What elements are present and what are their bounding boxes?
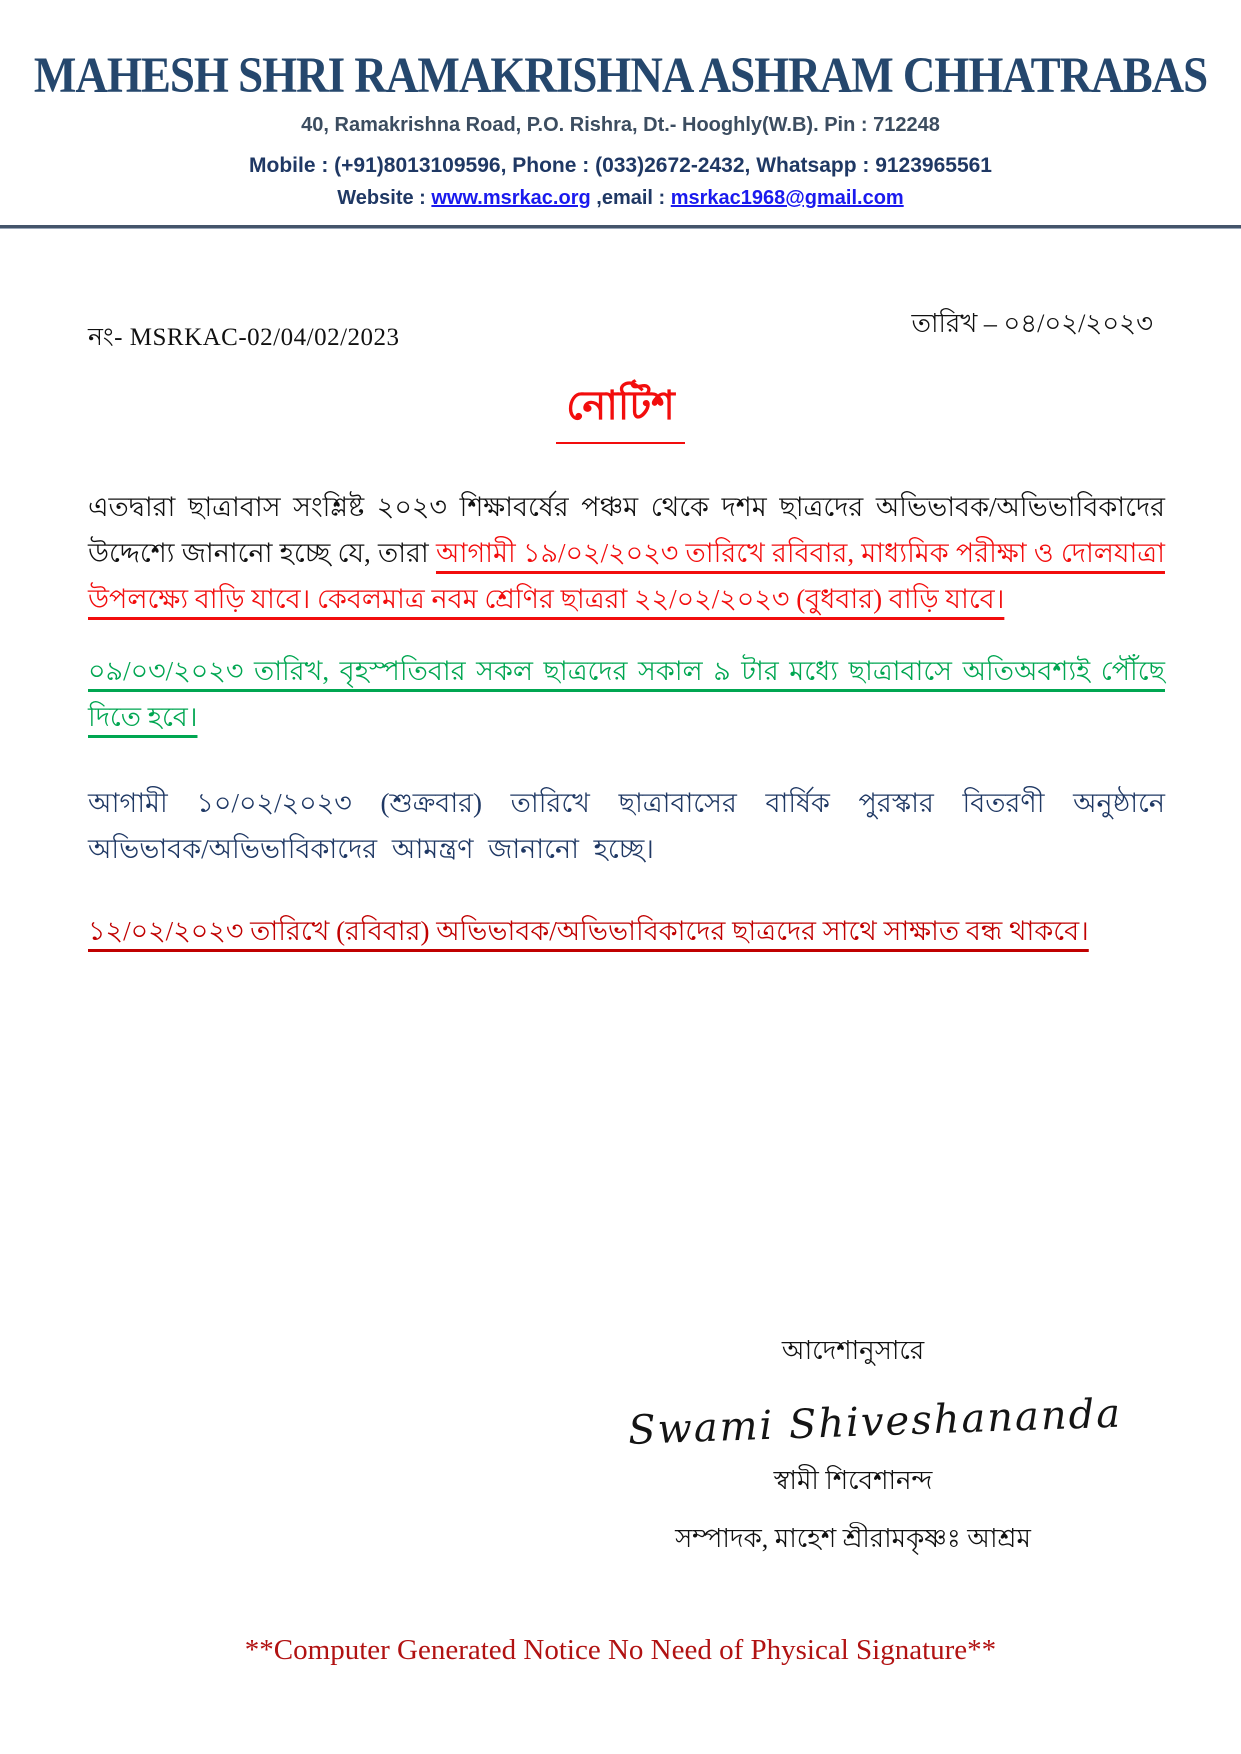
paragraph-4-text: ১২/০২/২০২৩ তারিখে (রবিবার) অভিভাবক/অভিভাবিকাদের ছাত্রদের সাথে সাক্ষাত বন্ধ থাকবে। <box>88 916 1089 946</box>
signatory-designation: সম্পাদক, মাহেশ শ্রীরামকৃষ্ণঃ আশ্রম <box>675 1524 1031 1553</box>
org-web-line <box>0 187 1241 210</box>
meta-row <box>88 309 1153 360</box>
email-link[interactable]: msrkac1968@gmail.com <box>670 187 904 209</box>
email-label: ,email : <box>590 187 671 209</box>
website-link[interactable]: www.msrkac.org <box>431 187 591 209</box>
notice-title-wrap <box>0 383 1241 444</box>
footer-note: **Computer Generated Notice No Need of Physical Signature** <box>244 1634 997 1666</box>
website-label: Website : <box>337 187 432 209</box>
handwritten-signature: Swami Shiveshananda <box>627 1390 1123 1454</box>
letterhead <box>0 0 1241 210</box>
signature-per-order: আদেশানুসারে <box>781 1336 925 1365</box>
org-title: MAHESH SHRI RAMAKRISHNA ASHRAM CHHATRABAS <box>33 47 1208 104</box>
org-address: 40, Ramakrishna Road, P.O. Rishra, Dt.- Hooghly(W.B). Pin : 712248 <box>301 114 940 136</box>
document-date: তারিখ – ০৪/০২/২০২৩ <box>911 309 1153 338</box>
paragraph-2-green <box>88 648 1165 740</box>
paragraph-3-blue <box>88 780 1165 872</box>
paragraph-2-text: ০৯/০৩/২০২৩ তারিখ, বৃহস্পতিবার সকল ছাত্রদের সকাল ৯ টার মধ্যে ছাত্রাবাসে অতিঅবশ্যই পৌঁছে দিতে হবে। <box>88 656 1165 732</box>
paragraph-1 <box>88 484 1165 622</box>
reference-number: নং- MSRKAC-02/04/02/2023 <box>88 324 400 351</box>
notice-title: নোটিশ <box>556 386 685 444</box>
signature-block <box>627 1330 1123 1562</box>
org-contact-line: Mobile : (+91)8013109596, Phone : (033)2672-2432, Whatsapp : 9123965561 <box>249 154 992 177</box>
header-divider <box>0 225 1241 229</box>
paragraph-3-text: আগামী ১০/০২/২০২৩ (শুক্রবার) তারিখে ছাত্রাবাসের বার্ষিক পুরস্কার বিতরণী অনুষ্ঠানে অভিভাবক/অভিভাবিকাদের আমন্ত্রণ জানানো হচ্ছে। <box>88 788 1165 864</box>
signatory-name: স্বামী শিবেশানন্দ <box>773 1466 933 1495</box>
paragraph-4-darkred <box>88 908 1165 954</box>
paragraph-1-red-part: আগামী ১৯/০২/২০২৩ তারিখে রবিবার, মাধ্যমিক পরীক্ষা ও দোলযাত্রা উপলক্ষ্যে বাড়ি যাবে। কেবলমাত্র নবম শ্রেণির ছাত্ররা ২২/০২/২০২৩ (বুধবার) বাড়ি যাবে। <box>88 538 1165 614</box>
paragraph-1-black-part: এতদ্বারা ছাত্রাবাস সংশ্লিষ্ট ২০২৩ শিক্ষাবর্ষের পঞ্চম থেকে দশম ছাত্রদের অভিভাবক/অভিভাবিকাদের উদ্দেশ্যে জানানো হচ্ছে যে, তারা <box>88 492 1165 568</box>
